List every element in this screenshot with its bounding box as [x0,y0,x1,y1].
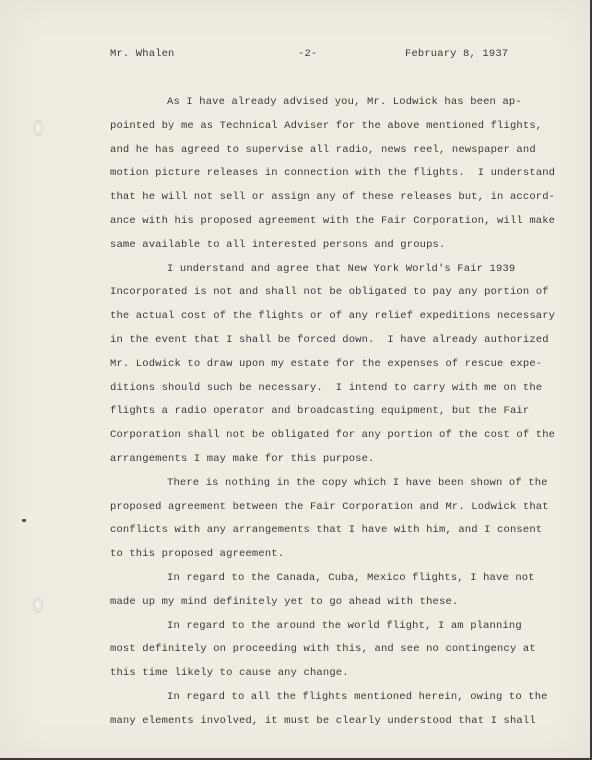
paragraph-3-line-2: proposed agreement between the Fair Corporation and Mr. Lodwick that [110,500,549,513]
paragraph-5-line-3: this time likely to cause any change. [110,667,349,680]
header-recipient: Mr. Whalen [110,48,175,60]
punch-hole-top [33,120,43,136]
header-page-number: -2- [298,48,318,60]
paragraph-3-line-4: to this proposed agreement. [110,548,285,561]
paragraph-2-line-2: Incorporated is not and shall not be obligated to pay any portion of [110,286,549,299]
paragraph-1-line-4: motion picture releases in connection with the flights. I understand [110,167,556,180]
paper-blemish [22,519,26,522]
paragraph-3-line-1: There is nothing in the copy which I have been shown of the [167,476,548,489]
letter-body [110,91,580,734]
paragraph-1-line-2: pointed by me as Technical Adviser for the above mentioned flights, [110,119,543,132]
paragraph-2-line-9: arrangements I may make for this purpose. [110,452,375,465]
paragraph-2-line-1: I understand and agree that New York World's Fair 1939 [167,262,516,275]
paragraph-4-line-1: In regard to the Canada, Cuba, Mexico flights, I have not [167,571,535,584]
paragraph-6-line-1: In regard to all the flights mentioned herein, owing to the [167,690,548,703]
paragraph-2-line-8: Corporation shall not be obligated for any portion of the cost of the [110,429,556,442]
paragraph-2-line-6: ditions should such be necessary. I intend to carry with me on the [110,381,543,394]
paragraph-2-line-3: the actual cost of the flights or of any relief expeditions necessary [110,310,556,323]
paragraph-3-line-3: conflicts with any arrangements that I have with him, and I consent [110,524,543,537]
paragraph-5-line-2: most definitely on proceeding with this, and see no contingency at [110,643,536,656]
paragraph-1-line-7: same available to all interested persons and groups. [110,238,446,251]
paragraph-1-line-5: that he will not sell or assign any of these releases but, in accord- [110,191,556,204]
paragraph-1-line-6: ance with his proposed agreement with the Fair Corporation, will make [110,214,556,227]
paragraph-2-line-5: Mr. Lodwick to draw upon my estate for the expenses of rescue expe- [110,357,543,370]
paragraph-2-line-7: flights a radio operator and broadcasting equipment, but the Fair [110,405,530,418]
paragraph-4-line-2: made up my mind definitely yet to go ahead with these. [110,595,459,608]
paragraph-2-line-4: in the event that I shall be forced down. I have already authorized [110,333,549,346]
paragraph-5-line-1: In regard to the around the world flight, I am planning [167,619,522,632]
punch-hole-bottom [33,597,43,613]
paragraph-1-line-3: and he has agreed to supervise all radio, news reel, newspaper and [110,143,536,156]
paragraph-6-line-2: many elements involved, it must be clearly understood that I shall [110,714,536,727]
header-date: February 8, 1937 [405,48,509,60]
paragraph-1-line-1: As I have already advised you, Mr. Lodwick has been ap- [167,96,522,108]
